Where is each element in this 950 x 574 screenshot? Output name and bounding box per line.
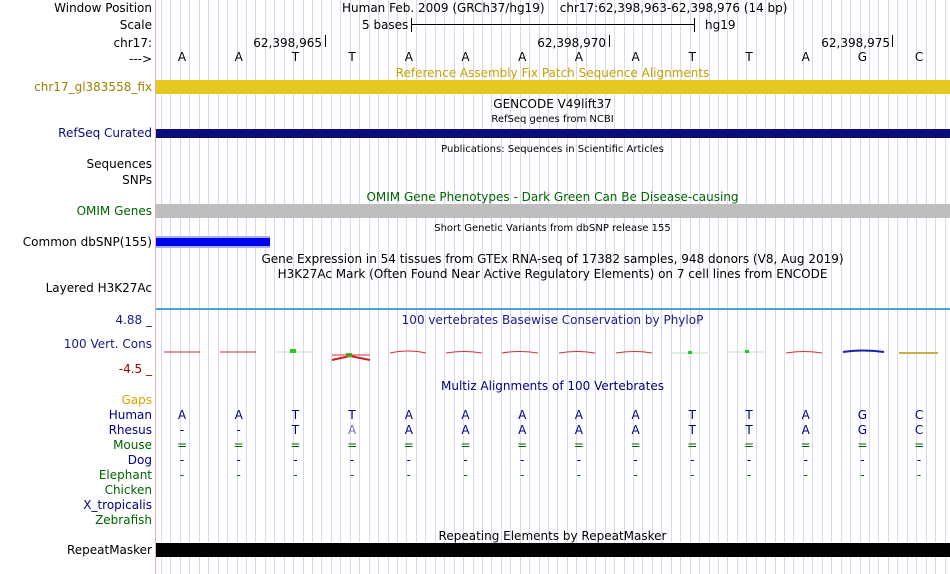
sequence-base: A	[631, 50, 640, 64]
sequence-base: A	[461, 50, 470, 64]
multiz-base: A	[234, 408, 243, 422]
h3k27ac-title: H3K27Ac Mark (Often Found Near Active Regulatory Elements) on 7 cell lines from ENCODE	[277, 267, 828, 281]
multiz-base: =	[630, 438, 641, 452]
phylop-title: 100 vertebrates Basewise Conservation by PhyloP	[401, 313, 704, 327]
multiz-base: =	[233, 438, 244, 452]
multiz-species-label[interactable]: Chicken	[104, 483, 152, 497]
sequence-base: T	[348, 50, 356, 64]
publications-sequences-label[interactable]: Sequences	[86, 157, 152, 171]
multiz-base: =	[800, 438, 811, 452]
multiz-base: -	[293, 468, 298, 482]
position-label: 62,398,975	[821, 36, 890, 50]
multiz-base: A	[518, 408, 527, 422]
multiz-base: A	[574, 423, 583, 437]
multiz-base: -	[803, 468, 808, 482]
multiz-base: -	[179, 453, 185, 467]
fix-patch-label[interactable]: chr17_gl383558_fix	[34, 80, 152, 94]
multiz-species-label[interactable]: Human	[108, 408, 152, 422]
multiz-base: -	[349, 468, 355, 482]
refseq-title: RefSeq genes from NCBI	[491, 114, 614, 125]
multiz-base: =	[176, 438, 188, 452]
multiz-base: =	[517, 438, 528, 452]
multiz-title: Multiz Alignments of 100 Vertebrates	[440, 379, 665, 393]
position-label: 62,398,965	[253, 36, 322, 50]
dbsnp-label[interactable]: Common dbSNP(155)	[22, 235, 152, 249]
multiz-base: -	[520, 468, 525, 482]
multiz-base: G	[857, 408, 868, 422]
multiz-base: =	[403, 438, 414, 452]
sequence-base: G	[857, 50, 868, 64]
multiz-base: -	[236, 453, 241, 467]
publications-title: Publications: Sequences in Scientific Articles	[441, 144, 664, 155]
window-position-text: Human Feb. 2009 (GRCh37/hg19) chr17:62,398,963-62,398,976 (14 bp)	[342, 1, 788, 15]
gencode-title: GENCODE V49lift37	[493, 97, 612, 111]
omim-title: OMIM Gene Phenotypes - Dark Green Can Be Disease-causing	[366, 190, 739, 204]
multiz-base: =	[914, 438, 925, 452]
multiz-base: -	[860, 453, 865, 467]
scale-text: 5 bases	[362, 18, 409, 32]
multiz-base: -	[633, 453, 638, 467]
multiz-base: T	[745, 408, 753, 422]
phylop-min-label: -4.5 _	[118, 362, 152, 376]
multiz-base: =	[347, 438, 358, 452]
multiz-base: =	[573, 438, 584, 452]
h3k27ac-label[interactable]: Layered H3K27Ac	[45, 281, 152, 295]
window-position-label: Window Position	[54, 1, 152, 15]
refseq-label[interactable]: RefSeq Curated	[58, 126, 152, 140]
multiz-base: T	[348, 408, 356, 422]
multiz-species-label[interactable]: Zebrafish	[95, 513, 152, 527]
multiz-species-label[interactable]: Elephant	[98, 468, 152, 482]
sequence-base: A	[574, 50, 583, 64]
multiz-base: -	[746, 468, 752, 482]
sequence-base: A	[234, 50, 243, 64]
multiz-gaps-label[interactable]: Gaps	[121, 393, 152, 407]
multiz-base: =	[290, 438, 301, 452]
multiz-base: A	[801, 423, 810, 437]
fix-patch-title: Reference Assembly Fix Patch Sequence Alignments	[395, 66, 710, 80]
scale-label: Scale	[119, 18, 152, 32]
multiz-base: -	[179, 468, 185, 482]
multiz-base: -	[349, 453, 355, 467]
multiz-base: -	[236, 468, 241, 482]
multiz-base: -	[916, 468, 922, 482]
multiz-base: -	[576, 453, 582, 467]
multiz-base: -	[746, 453, 752, 467]
multiz-base: -	[236, 423, 241, 437]
multiz-base: -	[179, 423, 185, 437]
phylop-max-label: 4.88 _	[115, 313, 152, 327]
multiz-species-label[interactable]: Mouse	[113, 438, 152, 452]
multiz-base: -	[803, 453, 808, 467]
sequence-base: C	[914, 50, 924, 64]
multiz-base: -	[463, 468, 468, 482]
multiz-base: =	[687, 438, 698, 452]
multiz-base: -	[576, 468, 582, 482]
multiz-base: T	[291, 423, 300, 437]
multiz-base: -	[406, 453, 411, 467]
multiz-species-label[interactable]: Dog	[127, 453, 152, 467]
multiz-base: A	[461, 423, 470, 437]
chrom-label: chr17:	[113, 36, 152, 50]
multiz-base: -	[860, 468, 865, 482]
sequence-base: T	[688, 50, 696, 64]
multiz-base: -	[406, 468, 411, 482]
multiz-base: C	[914, 408, 924, 422]
multiz-base: A	[631, 408, 640, 422]
scale-db: hg19	[705, 18, 736, 32]
multiz-base: A	[177, 408, 187, 422]
multiz-base: A	[347, 423, 357, 437]
sequence-base: A	[518, 50, 527, 64]
sequence-base: A	[404, 50, 413, 64]
sequence-base: A	[177, 50, 187, 64]
dbsnp-title: Short Genetic Variants from dbSNP release 155	[434, 223, 671, 234]
sequence-base: A	[801, 50, 810, 64]
multiz-base: C	[914, 423, 924, 437]
multiz-base: G	[857, 423, 868, 437]
multiz-base: -	[520, 453, 525, 467]
multiz-base: =	[460, 438, 471, 452]
multiz-base: A	[404, 423, 413, 437]
multiz-base: -	[916, 453, 922, 467]
strand-arrow-label: --->	[128, 52, 152, 66]
position-label: 62,398,970	[537, 36, 606, 50]
multiz-species-label[interactable]: Rhesus	[108, 423, 152, 437]
repeatmasker-title: Repeating Elements by RepeatMasker	[438, 529, 667, 543]
multiz-base: =	[743, 438, 755, 452]
multiz-base: A	[801, 408, 810, 422]
multiz-base: T	[688, 408, 696, 422]
multiz-base: -	[633, 468, 638, 482]
sequence-base: T	[291, 50, 300, 64]
multiz-base: A	[574, 408, 583, 422]
repeatmasker-label[interactable]: RepeatMasker	[66, 543, 152, 557]
repeatmasker-feature[interactable]	[156, 543, 950, 557]
multiz-base: A	[518, 423, 527, 437]
multiz-base: -	[293, 453, 298, 467]
multiz-base: -	[690, 453, 695, 467]
gtex-title: Gene Expression in 54 tissues from GTEx RNA-seq of 17382 samples, 948 donors (V8, Aug 2019)	[261, 252, 844, 266]
multiz-base: =	[857, 438, 868, 452]
multiz-base: A	[461, 408, 470, 422]
publications-snps-label[interactable]: SNPs	[122, 173, 152, 187]
multiz-base: T	[688, 423, 696, 437]
multiz-base: T	[745, 423, 753, 437]
omim-label[interactable]: OMIM Genes	[76, 204, 152, 218]
phylop-label[interactable]: 100 Vert. Cons	[63, 337, 152, 351]
multiz-base: -	[690, 468, 695, 482]
multiz-base: A	[631, 423, 640, 437]
multiz-species-label[interactable]: X_tropicalis	[83, 498, 152, 512]
multiz-base: A	[404, 408, 413, 422]
sequence-base: T	[745, 50, 753, 64]
multiz-base: T	[291, 408, 300, 422]
multiz-base: -	[463, 453, 468, 467]
